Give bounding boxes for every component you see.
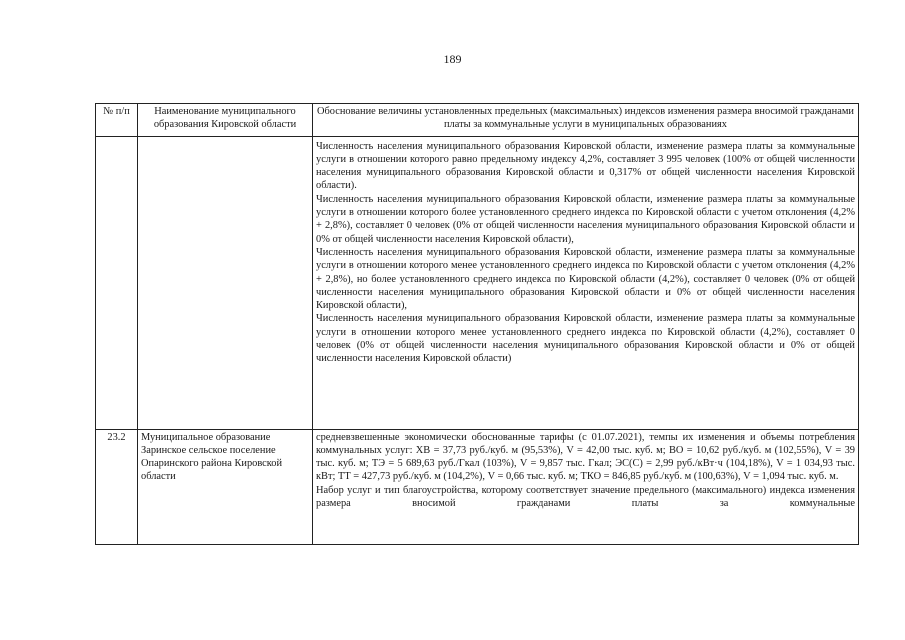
row-number-cell: 23.2: [96, 429, 138, 544]
justification-cell: [313, 136, 859, 429]
justification-paragraph: Численность населения муниципального образования Кировской области, изменение размера платы за коммунальные услуги в отношении которого менее установленного среднего индекса по Кировской области (4,2%), составляет 0 человек (0% от общей численности населения муниципального образования Кировской области и 0% от общей численности населения Кировской области): [316, 313, 855, 365]
justification-paragraph: Численность населения муниципального образования Кировской области, изменение размера платы за коммунальные услуги в отношении которого более установленного среднего индекса по Кировской области с учетом отклонения (4,2% + 2,8%), составляет 0 человек (0% от общей численности населения муниципального образования Кировской области и 0% от общей численности населения Кировской области),: [316, 193, 855, 245]
justification-paragraph: Численность населения муниципального образования Кировской области, изменение размера платы за коммунальные услуги в отношении которого менее установленного среднего индекса по Кировской области с учетом отклонения (4,2% + 2,8%), но более установленного среднего индекса по Кировской области (4,2%), составляет 0 человек (0% от общей численности населения муниципального образования Кировской области и 0% от общей численности населения Кировской области),: [316, 246, 855, 312]
header-municipality-column: Наименование муниципального образования Кировской области: [138, 104, 313, 137]
municipality-name-cell: Муниципальное образование Заринское сельское поселение Опаринского района Кировской области: [138, 429, 313, 544]
header-number-column: № п/п: [96, 104, 138, 137]
justification-paragraph: Набор услуг и тип благоустройства, которому соответствует значение предельного (максимального) индекса изменения размера вносимой гражданами платы за коммунальные: [316, 484, 855, 510]
justification-cell: [313, 429, 859, 544]
page-number: 189: [443, 52, 462, 66]
tariff-index-table: [95, 103, 859, 545]
municipality-name-cell: [138, 136, 313, 429]
justification-paragraph: Численность населения муниципального образования Кировской области, изменение размера платы за коммунальные услуги в отношении которого равно предельному индексу 4,2%, составляет 3 995 человек (100% от общей численности населения муниципального образования Кировской области и 0,317% от общей численности населения Кировской области).: [316, 140, 855, 192]
justification-paragraph: средневзвешенные экономически обоснованные тарифы (с 01.07.2021), темпы их изменения и объемы потребления коммунальных услуг: ХВ = 37,73 руб./куб. м (95,53%), V = 42,00 тыс. куб. м; ВО = 10,62 руб./куб. м (102,55%), V = 39 тыс. куб. м; ТЭ = 5 689,63 руб./Гкал (103%), V = 9,857 тыс. Гкал; ЭС(С) = 2,99 руб./кВт·ч (104,18%), V = 1 034,93 тыс. кВт; ТТ = 427,73 руб./куб. м (104,2%), V = 0,66 тыс. куб. м; ТКО = 846,85 руб./куб. м (100,63%), V = 1,094 тыс. куб. м.: [316, 431, 855, 483]
table-header-row: [96, 104, 859, 137]
header-justification-column: Обоснование величины установленных предельных (максимальных) индексов изменения размера вносимой гражданами платы за коммунальные услуги в муниципальных образованиях: [313, 104, 859, 137]
table-row: [96, 136, 859, 429]
row-number-cell: [96, 136, 138, 429]
table-row: [96, 429, 859, 544]
